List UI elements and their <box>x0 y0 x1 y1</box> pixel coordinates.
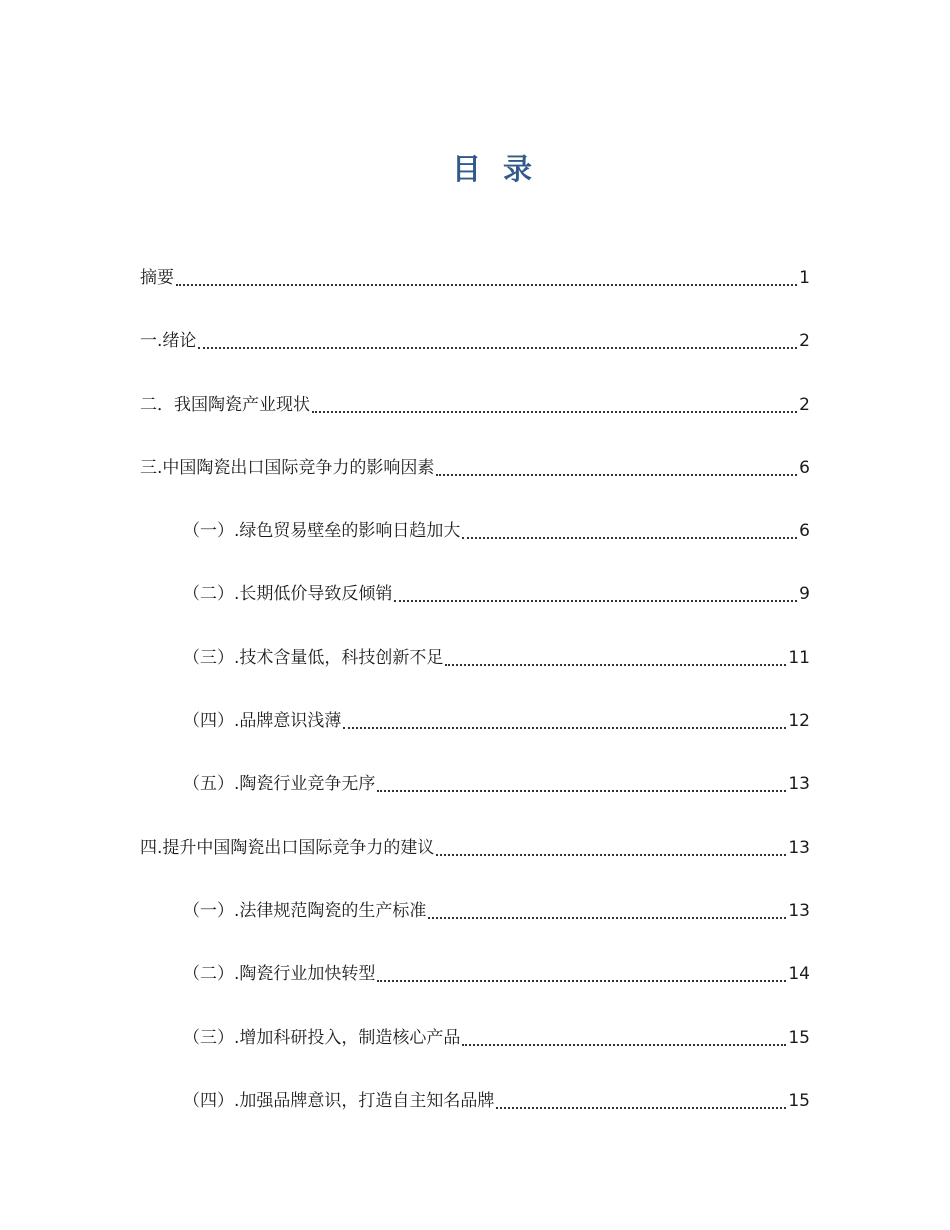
toc-entry-page: 6 <box>799 521 810 542</box>
toc-entry-page: 2 <box>799 331 810 352</box>
toc-entry-label: （五）.陶瓷行业竞争无序 <box>183 774 376 795</box>
toc-entry[interactable] <box>140 328 810 391</box>
dot-leader <box>496 1088 786 1109</box>
toc-subentry[interactable] <box>140 645 810 708</box>
toc-entry-label: （四）.加强品牌意识，打造自主知名品牌 <box>183 1090 495 1111</box>
dot-leader <box>428 898 786 919</box>
toc-entry[interactable] <box>140 835 810 898</box>
toc-entry-label: 四.提升中国陶瓷出口国际竞争力的建议 <box>140 837 435 858</box>
toc-entry-label: 三.中国陶瓷出口国际竞争力的影响因素 <box>140 457 435 478</box>
table-of-contents <box>140 265 810 1151</box>
dot-leader <box>394 581 797 602</box>
dot-leader <box>436 835 786 856</box>
dot-leader <box>445 645 786 666</box>
toc-subentry[interactable] <box>140 518 810 581</box>
toc-entry-label: （一）.绿色贸易壁垒的影响日趋加大 <box>183 521 461 542</box>
toc-entry-label: 一.绪论 <box>140 331 197 352</box>
toc-entry-page: 1 <box>799 268 810 288</box>
toc-entry-page: 2 <box>799 394 810 415</box>
toc-entry-label: （一）.法律规范陶瓷的生产标准 <box>183 900 427 921</box>
dot-leader <box>176 265 797 286</box>
toc-entry-label: （四）.品牌意识浅薄 <box>183 711 342 732</box>
toc-entry-page: 9 <box>799 584 810 605</box>
dot-leader <box>462 1025 786 1046</box>
toc-entry-page: 15 <box>788 1090 810 1111</box>
toc-entry-page: 13 <box>788 900 810 921</box>
toc-entry[interactable] <box>140 265 810 328</box>
dot-leader <box>436 455 797 476</box>
toc-entry-label: （二）.陶瓷行业加快转型 <box>183 964 376 985</box>
toc-entry-page: 15 <box>788 1027 810 1048</box>
toc-entry-label: （二）.长期低价导致反倾销 <box>183 584 393 605</box>
toc-subentry[interactable] <box>140 1025 810 1088</box>
dot-leader <box>377 771 786 792</box>
toc-entry-page: 14 <box>788 964 810 985</box>
dot-leader <box>377 961 786 982</box>
toc-entry-page: 12 <box>788 711 810 732</box>
toc-entry-page: 13 <box>788 837 810 858</box>
toc-entry-label: （三）.增加科研投入，制造核心产品 <box>183 1027 461 1048</box>
dot-leader <box>462 518 797 539</box>
dot-leader <box>198 328 797 349</box>
toc-entry-page: 11 <box>788 647 810 668</box>
toc-subentry[interactable] <box>140 961 810 1024</box>
toc-subentry[interactable] <box>140 898 810 961</box>
page-title: 目 录 <box>451 152 539 186</box>
toc-entry-label: 摘要 <box>140 268 174 288</box>
toc-entry[interactable] <box>140 455 810 518</box>
toc-subentry[interactable] <box>140 771 810 834</box>
toc-entry-label: （三）.技术含量低，科技创新不足 <box>183 647 444 668</box>
dot-leader <box>312 392 797 413</box>
toc-entry-label: 二．我国陶瓷产业现状 <box>140 394 310 415</box>
toc-entry-page: 13 <box>788 774 810 795</box>
toc-subentry[interactable] <box>140 1088 810 1151</box>
toc-entry[interactable] <box>140 392 810 455</box>
toc-subentry[interactable] <box>140 581 810 644</box>
toc-entry-page: 6 <box>799 457 810 478</box>
toc-subentry[interactable] <box>140 708 810 771</box>
dot-leader <box>343 708 786 729</box>
